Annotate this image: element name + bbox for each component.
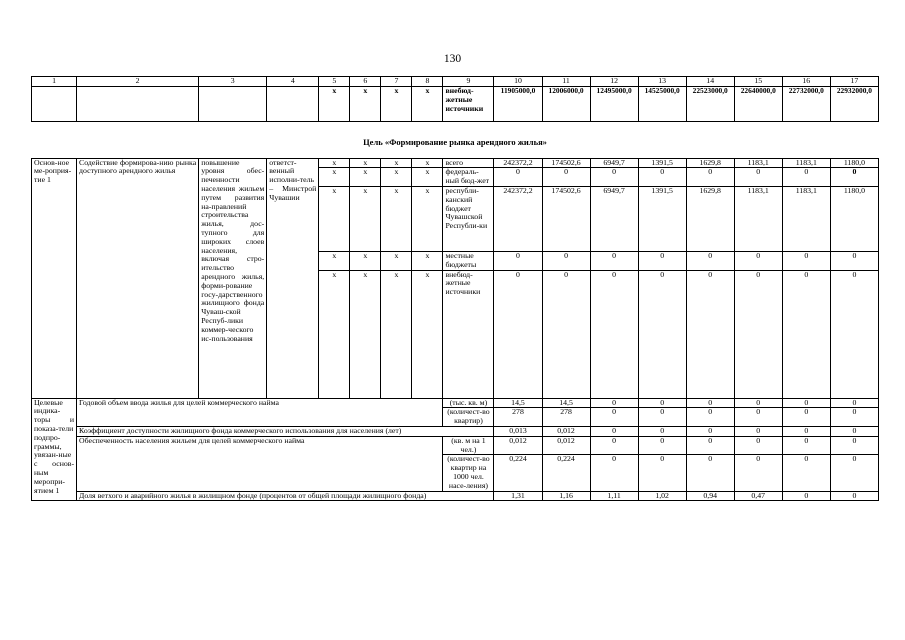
- value-cell: 0: [590, 168, 638, 187]
- value-cell: 14,5: [494, 398, 542, 408]
- value-cell: 22523000,0: [686, 87, 734, 122]
- column-number: 17: [830, 77, 878, 87]
- funding-source: внебюд-жетные источники: [443, 270, 494, 398]
- value-cell: 0: [638, 168, 686, 187]
- mark-cell: x: [350, 270, 381, 398]
- mark-cell: x: [412, 168, 443, 187]
- value-cell: 0: [734, 168, 782, 187]
- value-cell: 1,31: [494, 491, 542, 501]
- value-cell: 0: [830, 408, 878, 427]
- mark-cell: x: [381, 168, 412, 187]
- mark-cell: x: [350, 87, 381, 122]
- indicator-name: Доля ветхого и аварийного жилья в жилищном фонде (процентов от общей площади жилищного фонда): [77, 491, 494, 501]
- value-cell: 174502,6: [542, 158, 590, 168]
- column-number: 3: [199, 77, 267, 87]
- value-cell: 0: [830, 426, 878, 436]
- value-cell: 14525000,0: [638, 87, 686, 122]
- column-number: 12: [590, 77, 638, 87]
- indicator-row: [32, 398, 879, 408]
- value-cell: 0: [638, 436, 686, 455]
- value-cell: 11905000,0: [494, 87, 542, 122]
- value-cell: 0: [638, 426, 686, 436]
- mark-cell: x: [319, 87, 350, 122]
- indicators-label: Целевые индика-торы и показа-тели подпро-граммы, увязан-ные с основ-ным меропри-ятием 1: [32, 398, 77, 501]
- indicator-name: Коэффициент доступности жилищного фонда коммерческого использования для населения (лет): [77, 426, 494, 436]
- column-number-row: [32, 77, 879, 87]
- mark-cell: x: [381, 87, 412, 122]
- value-cell: 174502,6: [542, 186, 590, 251]
- mark-cell: x: [381, 251, 412, 270]
- value-cell: 242372,2: [494, 186, 542, 251]
- value-cell: 0: [782, 491, 830, 501]
- column-number: 5: [319, 77, 350, 87]
- value-cell: 0,224: [542, 455, 590, 491]
- value-cell: 22732000,0: [782, 87, 830, 122]
- value-cell: 0: [542, 270, 590, 398]
- value-cell: 0: [734, 251, 782, 270]
- mark-cell: x: [412, 251, 443, 270]
- value-cell: 0: [782, 426, 830, 436]
- mark-cell: x: [350, 186, 381, 251]
- value-cell: 0,94: [686, 491, 734, 501]
- value-cell: 0: [830, 398, 878, 408]
- value-cell: 0: [590, 398, 638, 408]
- budget-table: [31, 76, 879, 501]
- value-cell: 0: [686, 398, 734, 408]
- mark-cell: x: [350, 168, 381, 187]
- value-cell: 22932000,0: [830, 87, 878, 122]
- page-number: 130: [443, 53, 462, 65]
- mark-cell: x: [412, 270, 443, 398]
- value-cell: 1,16: [542, 491, 590, 501]
- value-cell: 0: [686, 408, 734, 427]
- value-cell: 0: [782, 455, 830, 491]
- value-cell: 278: [542, 408, 590, 427]
- value-cell: 0: [638, 398, 686, 408]
- value-cell: 0: [734, 408, 782, 427]
- value-cell: 12495000,0: [590, 87, 638, 122]
- value-cell: 1629,8: [686, 186, 734, 251]
- value-cell: 0: [638, 251, 686, 270]
- value-cell: 0: [686, 426, 734, 436]
- value-cell: 0: [494, 168, 542, 187]
- value-cell: 0: [590, 455, 638, 491]
- value-cell: 0: [590, 270, 638, 398]
- mark-cell: x: [319, 168, 350, 187]
- value-cell: 1391,5: [638, 186, 686, 251]
- column-number: 8: [412, 77, 443, 87]
- value-cell: 1180,0: [830, 158, 878, 168]
- value-cell: 0: [734, 426, 782, 436]
- mark-cell: x: [350, 158, 381, 168]
- column-number: 1: [32, 77, 77, 87]
- value-cell: 1183,1: [782, 158, 830, 168]
- indicator-unit: (количест-во квартир на 1000 чел. насе-ления): [443, 455, 494, 491]
- value-cell: 0: [638, 455, 686, 491]
- indicator-unit: (тыс. кв. м): [443, 398, 494, 408]
- value-cell: 1183,1: [734, 186, 782, 251]
- mark-cell: x: [319, 186, 350, 251]
- extrabudget-total-row: [32, 87, 879, 122]
- value-cell: 22640000,0: [734, 87, 782, 122]
- value-cell: 0: [734, 270, 782, 398]
- column-number: 4: [267, 77, 319, 87]
- value-cell: 14,5: [542, 398, 590, 408]
- column-number: 13: [638, 77, 686, 87]
- value-cell: 0: [830, 455, 878, 491]
- value-cell: 1629,8: [686, 158, 734, 168]
- value-cell: 1180,0: [830, 186, 878, 251]
- value-cell: 0: [542, 168, 590, 187]
- value-cell: 0: [782, 251, 830, 270]
- value-cell: 0: [686, 168, 734, 187]
- value-cell: 0: [638, 270, 686, 398]
- value-cell: 0: [686, 270, 734, 398]
- column-number: 6: [350, 77, 381, 87]
- mark-cell: x: [350, 251, 381, 270]
- goal-row: [32, 122, 879, 159]
- column-number: 14: [686, 77, 734, 87]
- column-number: 15: [734, 77, 782, 87]
- value-cell: 0: [830, 436, 878, 455]
- value-cell: 12006000,0: [542, 87, 590, 122]
- column-number: 11: [542, 77, 590, 87]
- indicator-name: Обеспеченность населения жильем для целей коммерческого найма: [77, 436, 443, 491]
- measure-name: Содействие формирова-нию рынка доступного арендного жилья: [77, 158, 199, 398]
- column-number: 16: [782, 77, 830, 87]
- value-cell: 0: [590, 426, 638, 436]
- measure-goal: повышение уровня обес-печенности населения жильем путем развития на-правлений строительства жилья, дос-тупного для широких слоев населения, включая стро-ительство арендного жилья, форми-рование госу-дарственного жилищного фонда Чуваш-ской Респуб-лики коммер-ческого ис-пользования: [199, 158, 267, 398]
- value-cell: 1,02: [638, 491, 686, 501]
- value-cell: 0,47: [734, 491, 782, 501]
- value-cell: 1183,1: [782, 186, 830, 251]
- mark-cell: x: [319, 270, 350, 398]
- value-cell: 1391,5: [638, 158, 686, 168]
- value-cell: 0: [542, 251, 590, 270]
- value-cell: 0: [830, 270, 878, 398]
- indicator-name: Годовой объем ввода жилья для целей коммерческого найма: [77, 398, 443, 426]
- value-cell: 0,012: [542, 426, 590, 436]
- value-cell: 0,012: [494, 436, 542, 455]
- value-cell: 0: [494, 251, 542, 270]
- value-cell: 0,012: [542, 436, 590, 455]
- value-cell: 0: [734, 436, 782, 455]
- mark-cell: x: [412, 186, 443, 251]
- value-cell: 278: [494, 408, 542, 427]
- value-cell: 0: [590, 251, 638, 270]
- value-cell: 0: [734, 455, 782, 491]
- column-number: 10: [494, 77, 542, 87]
- value-cell: 0,013: [494, 426, 542, 436]
- value-cell: 0: [830, 251, 878, 270]
- mark-cell: x: [412, 87, 443, 122]
- value-cell: 0: [734, 398, 782, 408]
- mark-cell: x: [412, 158, 443, 168]
- value-cell: 0: [686, 251, 734, 270]
- value-cell: 0: [590, 408, 638, 427]
- value-cell: 0: [494, 270, 542, 398]
- value-cell: 1,11: [590, 491, 638, 501]
- funding-source: республи-канский бюджет Чувашской Республи-ки: [443, 186, 494, 251]
- value-cell: 1183,1: [734, 158, 782, 168]
- value-cell: 6949,7: [590, 186, 638, 251]
- mark-cell: x: [319, 158, 350, 168]
- column-number: 7: [381, 77, 412, 87]
- value-cell: 0: [782, 408, 830, 427]
- indicator-row: [32, 426, 879, 436]
- indicator-row: [32, 491, 879, 501]
- value-cell: 0: [686, 436, 734, 455]
- value-cell: 0: [782, 436, 830, 455]
- value-cell: 0: [638, 408, 686, 427]
- mark-cell: x: [381, 270, 412, 398]
- funding-source: внебюд-жетные источники: [443, 87, 494, 122]
- indicator-row: [32, 436, 879, 455]
- mark-cell: x: [381, 186, 412, 251]
- value-cell: 0: [830, 168, 878, 187]
- measure-label: Основ-ное ме-роприя-тие 1: [32, 158, 77, 398]
- value-cell: 0: [782, 398, 830, 408]
- indicator-unit: (количест-во квартир): [443, 408, 494, 427]
- value-cell: 242372,2: [494, 158, 542, 168]
- funding-source: местные бюджеты: [443, 251, 494, 270]
- value-cell: 0: [782, 168, 830, 187]
- funding-source: федераль-ный бюд-жет: [443, 168, 494, 187]
- value-cell: 0: [590, 436, 638, 455]
- value-cell: 0: [782, 270, 830, 398]
- mark-cell: x: [381, 158, 412, 168]
- mark-cell: x: [319, 251, 350, 270]
- value-cell: 0: [830, 491, 878, 501]
- value-cell: 0,224: [494, 455, 542, 491]
- indicator-unit: (кв. м на 1 чел.): [443, 436, 494, 455]
- value-cell: 0: [686, 455, 734, 491]
- measure-executor: ответст-венный исполни-тель – Минстрой Чувашии: [267, 158, 319, 398]
- measure-row-total: [32, 158, 879, 168]
- goal-heading: Цель «Формирование рынка арендного жилья»: [363, 137, 547, 147]
- column-number: 9: [443, 77, 494, 87]
- value-cell: 6949,7: [590, 158, 638, 168]
- funding-source: всего: [443, 158, 494, 168]
- column-number: 2: [77, 77, 199, 87]
